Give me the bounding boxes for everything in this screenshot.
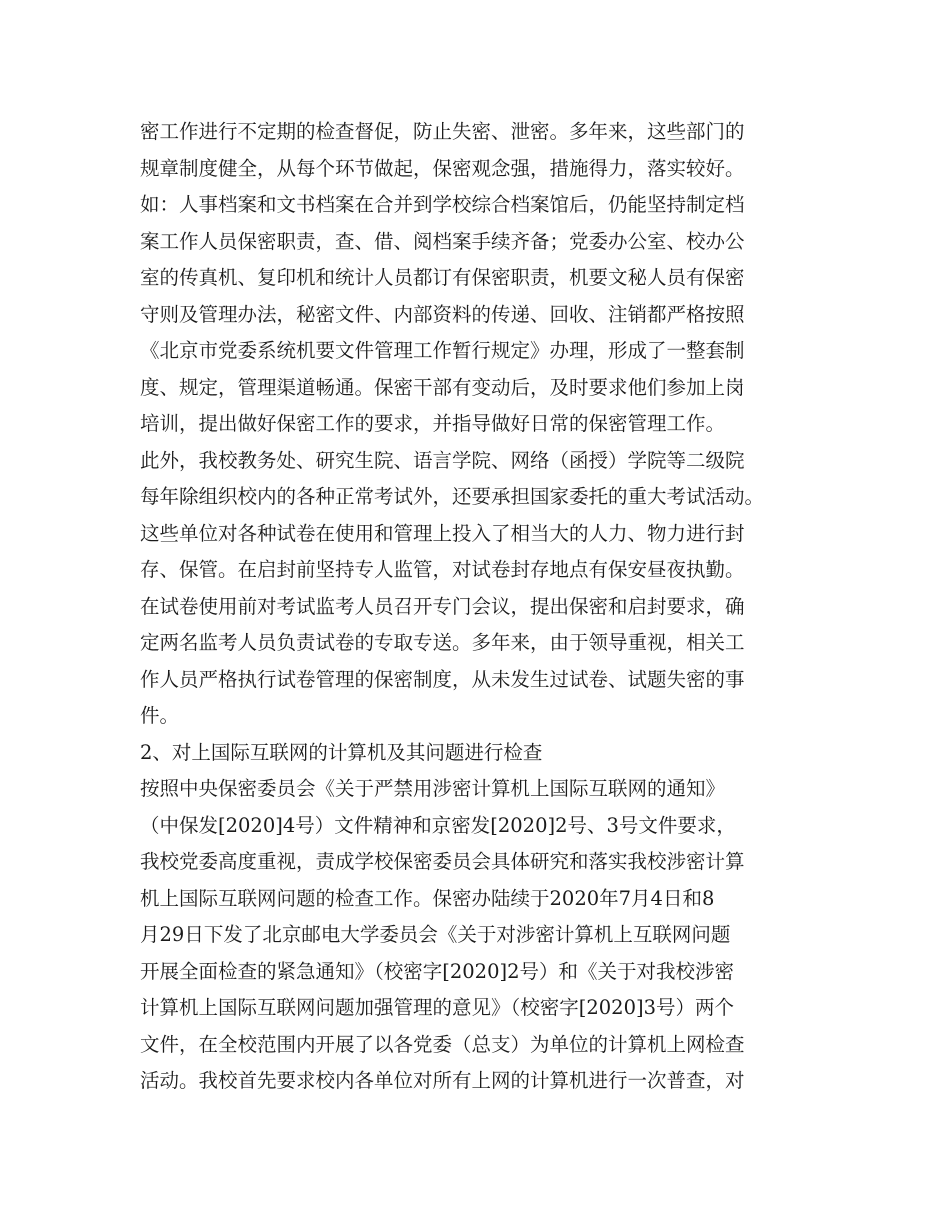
text-line: 密工作进行不定期的检查督促，防止失密、泄密。多年来，这些部门的 bbox=[140, 120, 745, 143]
text-line: 活动。我校首先要求校内各单位对所有上网的计算机进行一次普查，对 bbox=[140, 1069, 745, 1092]
section-heading: 2、对上国际互联网的计算机及其问题进行检查 bbox=[140, 740, 543, 764]
text-line: 文件，在全校范围内开展了以各党委（总支）为单位的计算机上网检查 bbox=[140, 1032, 745, 1056]
text-line: 按照中央保密委员会《关于严禁用涉密计算机上国际互联网的通知》 bbox=[140, 777, 726, 800]
text-line: 月29日下发了北京邮电大学委员会《关于对涉密计算机上互联网问题 bbox=[140, 923, 731, 946]
text-line: 这些单位对各种试卷在使用和管理上投入了相当大的人力、物力进行封 bbox=[140, 521, 745, 545]
text-line: 作人员严格执行试卷管理的保密制度，从未发生过试卷、试题失密的事 bbox=[140, 667, 745, 691]
text-line: 定两名监考人员负责试卷的专取专送。多年来，由于领导重视，相关工 bbox=[140, 631, 745, 654]
text-line: 培训，提出做好保密工作的要求，并指导做好日常的保密管理工作。 bbox=[140, 412, 726, 435]
text-line: 室的传真机、复印机和统计人员都订有保密职责，机要文秘人员有保密 bbox=[140, 266, 745, 289]
text-line: 每年除组织校内的各种正常考试外，还要承担国家委托的重大考试活动。 bbox=[140, 485, 765, 508]
text-line: （中保发[2020]4号）文件精神和京密发[2020]2号、3号文件要求， bbox=[140, 813, 736, 837]
text-line: 存、保管。在启封前坚持专人监管，对试卷封存地点有保安昼夜执勤。 bbox=[140, 558, 745, 581]
body-text bbox=[140, 114, 820, 1100]
text-line: 开展全面检查的紧急通知》（校密字[2020]2号）和《关于对我校涉密 bbox=[140, 959, 734, 983]
text-line: 案工作人员保密职责，查、借、阅档案手续齐备；党委办公室、校办公 bbox=[140, 229, 745, 253]
text-line: 度、规定，管理渠道畅通。保密干部有变动后，及时要求他们参加上岗 bbox=[140, 375, 745, 399]
text-line: 《北京市党委系统机要文件管理工作暂行规定》办理，形成了一整套制 bbox=[140, 339, 745, 362]
text-line: 件。 bbox=[140, 704, 180, 727]
text-line: 我校党委高度重视，责成学校保密委员会具体研究和落实我校涉密计算 bbox=[140, 850, 745, 873]
text-line: 机上国际互联网问题的检查工作。保密办陆续于2020年7月4日和8 bbox=[140, 886, 715, 910]
text-line: 此外，我校教务处、研究生院、语言学院、网络（函授）学院等二级院 bbox=[140, 448, 745, 472]
text-line: 如：人事档案和文书档案在合并到学校综合档案馆后，仍能坚持制定档 bbox=[140, 193, 745, 216]
text-line: 计算机上国际互联网问题加强管理的意见》（校密字[2020]3号）两个 bbox=[140, 996, 734, 1019]
text-line: 规章制度健全，从每个环节做起，保密观念强，措施得力，落实较好。 bbox=[140, 156, 745, 180]
text-line: 在试卷使用前对考试监考人员召开专门会议，提出保密和启封要求，确 bbox=[140, 594, 745, 618]
text-line: 守则及管理办法，秘密文件、内部资料的传递、回收、注销都严格按照 bbox=[140, 302, 745, 326]
